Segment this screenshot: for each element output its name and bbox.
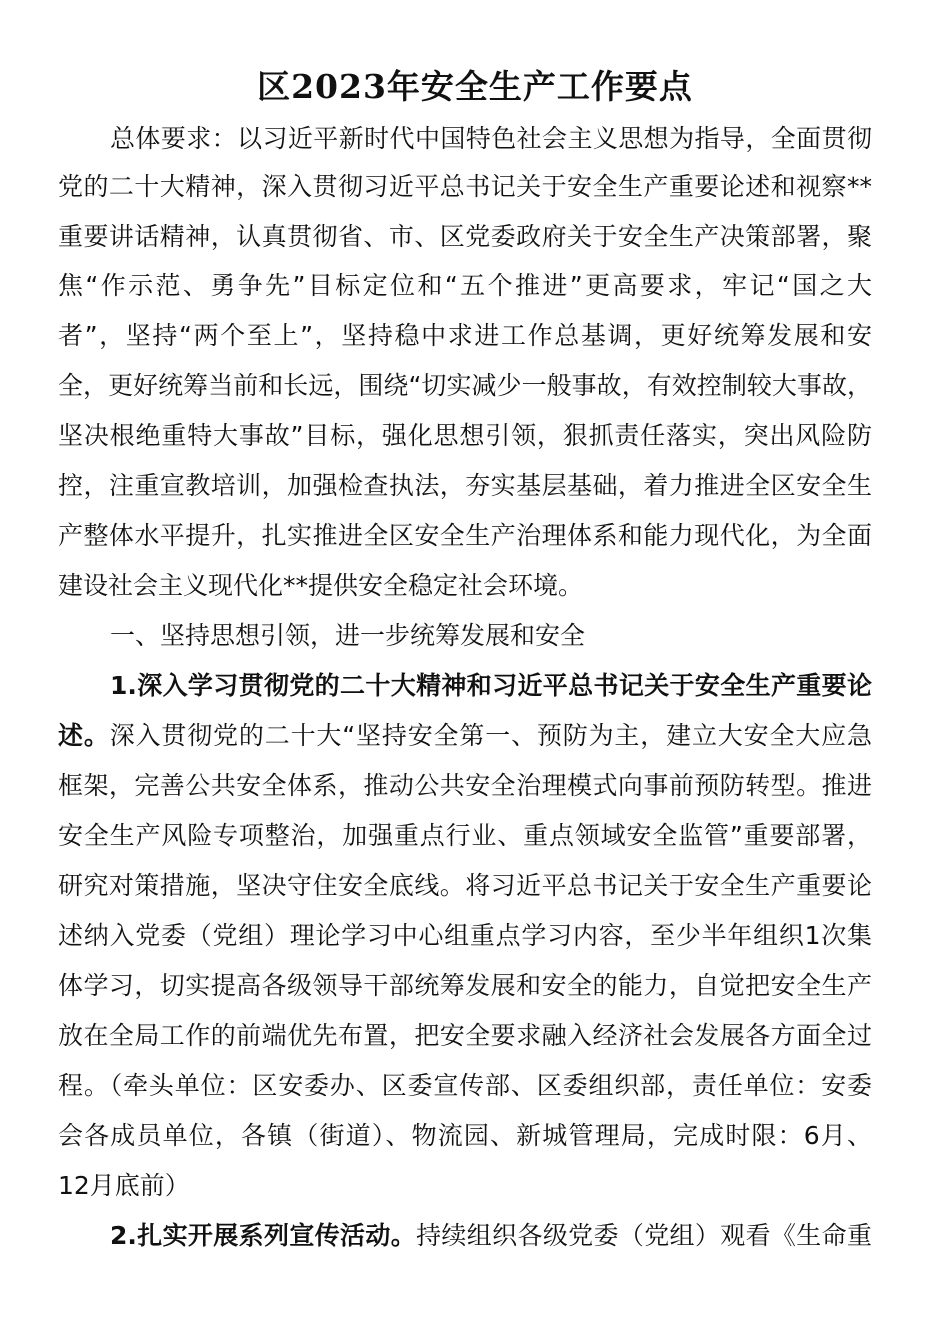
item1-heading-line-1: 1.深入学习贯彻党的二十大精神和习近平总书记关于安全生产重要论: [110, 671, 872, 700]
item1-line-11: 12月底前）: [58, 1171, 190, 1200]
item1-line-6: 述纳入党委（党组）理论学习中心组重点学习内容，至少半年组织1次集: [58, 921, 872, 950]
intro-line-5: 者”，坚持“两个至上”，坚持稳中求进工作总基调，更好统筹发展和安: [58, 321, 872, 350]
intro-line-4: 焦“作示范、勇争先”目标定位和“五个推进”更高要求，牢记“国之大: [58, 271, 872, 300]
item1-line-2-text: 深入贯彻党的二十大“坚持安全第一、预防为主，建立大安全大应急: [109, 721, 872, 750]
item1-line-4: 安全生产风险专项整治，加强重点行业、重点领域安全监管”重要部署，: [58, 821, 872, 850]
item1-line-3: 框架，完善公共安全体系，推动公共安全治理模式向事前预防转型。推进: [58, 771, 872, 800]
item1-heading-end: 述。: [58, 721, 110, 750]
intro-line-2: 党的二十大精神，深入贯彻习近平总书记关于安全生产重要论述和视察**: [58, 172, 872, 201]
intro-line-9: 产整体水平提升，扎实推进全区安全生产治理体系和能力现代化，为全面: [58, 521, 872, 550]
item1-line-9: 程。（牵头单位：区安委办、区委宣传部、区委组织部，责任单位：安委: [58, 1071, 872, 1100]
item1-line-8: 放在全局工作的前端优先布置，把安全要求融入经济社会发展各方面全过: [58, 1021, 872, 1050]
document-title: 区2023年安全生产工作要点: [257, 67, 693, 106]
item1-line-10: 会各成员单位，各镇（街道）、物流园、新城管理局，完成时限：6月、: [58, 1121, 872, 1150]
item1-line-5: 研究对策措施，坚决守住安全底线。将习近平总书记关于安全生产重要论: [58, 871, 872, 900]
item1-line-2: [58, 716, 872, 756]
item2-line-1: [110, 1216, 872, 1256]
intro-line-1: 总体要求：以习近平新时代中国特色社会主义思想为指导，全面贯彻: [110, 124, 872, 153]
intro-line-3: 重要讲话精神，认真贯彻省、市、区党委政府关于安全生产决策部署，聚: [58, 222, 872, 251]
item1-line-7: 体学习，切实提高各级领导干部统筹发展和安全的能力，自觉把安全生产: [58, 971, 872, 1000]
intro-line-8: 控，注重宣教培训，加强检查执法，夯实基层基础，着力推进全区安全生: [58, 471, 872, 500]
item2-line-1-text: 持续组织各级党委（党组）观看《生命重: [416, 1221, 872, 1250]
intro-line-6: 全，更好统筹当前和长远，围绕“切实减少一般事故，有效控制较大事故，: [58, 371, 872, 400]
intro-line-7: 坚决根绝重特大事故”目标，强化思想引领，狠抓责任落实，突出风险防: [58, 421, 872, 450]
item2-heading: 2.扎实开展系列宣传活动。: [110, 1221, 417, 1250]
intro-line-10: 建设社会主义现代化**提供安全稳定社会环境。: [58, 571, 584, 600]
section-heading: 一、坚持思想引领，进一步统筹发展和安全: [110, 621, 586, 650]
